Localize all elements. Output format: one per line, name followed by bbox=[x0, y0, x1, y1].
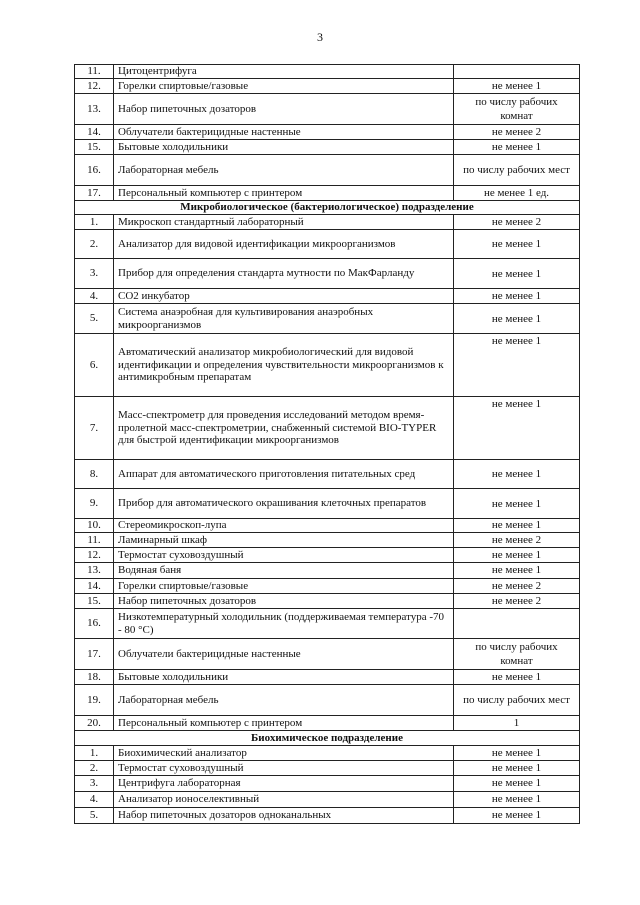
equipment-name: Термостат суховоздушный bbox=[114, 761, 454, 776]
equipment-quantity: не менее 1 bbox=[454, 548, 580, 563]
row-number: 4. bbox=[75, 289, 114, 304]
row-number: 12. bbox=[75, 79, 114, 94]
equipment-name: Биохимический анализатор bbox=[114, 746, 454, 761]
equipment-quantity: не менее 1 bbox=[454, 79, 580, 94]
row-number: 18. bbox=[75, 670, 114, 685]
row-number: 16. bbox=[75, 155, 114, 186]
table-row bbox=[75, 215, 580, 230]
row-number: 1. bbox=[75, 215, 114, 230]
equipment-name: Набор пипеточных дозаторов одноканальных bbox=[114, 808, 454, 824]
row-number: 16. bbox=[75, 609, 114, 639]
section-title: Биохимическое подразделение bbox=[75, 731, 580, 746]
equipment-quantity: по числу рабочих мест bbox=[454, 685, 580, 716]
table-row bbox=[75, 79, 580, 94]
equipment-quantity: не менее 1 bbox=[454, 792, 580, 808]
equipment-quantity bbox=[454, 609, 580, 639]
table-row bbox=[75, 460, 580, 489]
table-row bbox=[75, 563, 580, 579]
table-row bbox=[75, 140, 580, 155]
equipment-quantity bbox=[454, 65, 580, 79]
equipment-name: Бытовые холодильники bbox=[114, 670, 454, 685]
equipment-name: Прибор для автоматического окрашивания клеточных препаратов bbox=[114, 489, 454, 519]
row-number: 1. bbox=[75, 746, 114, 761]
equipment-quantity: не менее 1 bbox=[454, 776, 580, 792]
section-title: Микробиологическое (бактериологическое) подразделение bbox=[75, 201, 580, 215]
table-row bbox=[75, 685, 580, 716]
equipment-name: Ламинарный шкаф bbox=[114, 533, 454, 548]
table-row bbox=[75, 716, 580, 731]
table-row bbox=[75, 579, 580, 594]
table-row bbox=[75, 397, 580, 460]
table-row bbox=[75, 230, 580, 259]
section-header-row bbox=[75, 731, 580, 746]
equipment-name: Персональный компьютер с принтером bbox=[114, 186, 454, 201]
row-number: 15. bbox=[75, 594, 114, 609]
equipment-name: Облучатели бактерицидные настенные bbox=[114, 639, 454, 670]
table-row bbox=[75, 155, 580, 186]
equipment-quantity: по числу рабочих мест bbox=[454, 155, 580, 186]
equipment-name: Масс-спектрометр для проведения исследований методом время-пролетной масс-спектрометрии, снабженный системой BIO-TYPER для быстрой идентификации микроорганизмов bbox=[114, 397, 454, 460]
table-row bbox=[75, 761, 580, 776]
row-number: 5. bbox=[75, 808, 114, 824]
equipment-name: Аппарат для автоматического приготовления питательных сред bbox=[114, 460, 454, 489]
equipment-quantity: не менее 2 bbox=[454, 533, 580, 548]
row-number: 8. bbox=[75, 460, 114, 489]
section-header-row bbox=[75, 201, 580, 215]
table-row bbox=[75, 792, 580, 808]
equipment-quantity: не менее 1 bbox=[454, 563, 580, 579]
equipment-name: Анализатор ионоселективный bbox=[114, 792, 454, 808]
table-row bbox=[75, 125, 580, 140]
equipment-name: Облучатели бактерицидные настенные bbox=[114, 125, 454, 140]
table-row bbox=[75, 259, 580, 289]
equipment-name: Цитоцентрифуга bbox=[114, 65, 454, 79]
equipment-quantity: не менее 1 bbox=[454, 289, 580, 304]
table-row bbox=[75, 594, 580, 609]
table-row bbox=[75, 186, 580, 201]
equipment-name: Низкотемпературный холодильник (поддерживаемая температура -70 - 80 °С) bbox=[114, 609, 454, 639]
row-number: 19. bbox=[75, 685, 114, 716]
equipment-name: Горелки спиртовые/газовые bbox=[114, 579, 454, 594]
row-number: 17. bbox=[75, 639, 114, 670]
table-row bbox=[75, 746, 580, 761]
row-number: 14. bbox=[75, 125, 114, 140]
row-number: 10. bbox=[75, 519, 114, 533]
page-number: 3 bbox=[317, 30, 323, 44]
equipment-quantity: не менее 1 bbox=[454, 808, 580, 824]
equipment-table-body bbox=[75, 65, 580, 824]
table-row bbox=[75, 289, 580, 304]
equipment-quantity: не менее 1 bbox=[454, 460, 580, 489]
equipment-quantity: не менее 2 bbox=[454, 594, 580, 609]
row-number: 6. bbox=[75, 334, 114, 397]
equipment-name: Система анаэробная для культивирования анаэробных микроорганизмов bbox=[114, 304, 454, 334]
row-number: 14. bbox=[75, 579, 114, 594]
row-number: 15. bbox=[75, 140, 114, 155]
equipment-quantity: не менее 1 bbox=[454, 761, 580, 776]
table-row bbox=[75, 670, 580, 685]
table-row bbox=[75, 304, 580, 334]
equipment-quantity: не менее 1 bbox=[454, 519, 580, 533]
row-number: 20. bbox=[75, 716, 114, 731]
equipment-quantity: не менее 1 bbox=[454, 397, 580, 460]
equipment-quantity: не менее 1 bbox=[454, 746, 580, 761]
equipment-name: Стереомикроскоп-лупа bbox=[114, 519, 454, 533]
equipment-quantity: не менее 2 bbox=[454, 215, 580, 230]
equipment-name: Анализатор для видовой идентификации микроорганизмов bbox=[114, 230, 454, 259]
equipment-name: Микроскоп стандартный лабораторный bbox=[114, 215, 454, 230]
equipment-quantity: не менее 1 bbox=[454, 670, 580, 685]
row-number: 12. bbox=[75, 548, 114, 563]
equipment-name: Горелки спиртовые/газовые bbox=[114, 79, 454, 94]
row-number: 3. bbox=[75, 259, 114, 289]
equipment-quantity: не менее 1 bbox=[454, 259, 580, 289]
equipment-name: Бытовые холодильники bbox=[114, 140, 454, 155]
equipment-name: Лабораторная мебель bbox=[114, 155, 454, 186]
row-number: 2. bbox=[75, 230, 114, 259]
table-row bbox=[75, 776, 580, 792]
table-row bbox=[75, 65, 580, 79]
row-number: 2. bbox=[75, 761, 114, 776]
equipment-quantity: не менее 1 bbox=[454, 230, 580, 259]
row-number: 17. bbox=[75, 186, 114, 201]
table-row bbox=[75, 609, 580, 639]
table-row bbox=[75, 639, 580, 670]
row-number: 11. bbox=[75, 65, 114, 79]
table-row bbox=[75, 334, 580, 397]
equipment-quantity: не менее 1 bbox=[454, 304, 580, 334]
equipment-table bbox=[74, 64, 580, 824]
equipment-name: Водяная баня bbox=[114, 563, 454, 579]
table-row bbox=[75, 519, 580, 533]
equipment-name: Центрифуга лабораторная bbox=[114, 776, 454, 792]
equipment-name: Персональный компьютер с принтером bbox=[114, 716, 454, 731]
equipment-quantity: не менее 2 bbox=[454, 579, 580, 594]
equipment-quantity: по числу рабочих комнат bbox=[454, 639, 580, 670]
table-row bbox=[75, 94, 580, 125]
equipment-quantity: по числу рабочих комнат bbox=[454, 94, 580, 125]
equipment-quantity: не менее 1 ед. bbox=[454, 186, 580, 201]
table-row bbox=[75, 533, 580, 548]
row-number: 13. bbox=[75, 563, 114, 579]
row-number: 11. bbox=[75, 533, 114, 548]
equipment-quantity: 1 bbox=[454, 716, 580, 731]
equipment-name: CO2 инкубатор bbox=[114, 289, 454, 304]
equipment-quantity: не менее 2 bbox=[454, 125, 580, 140]
row-number: 7. bbox=[75, 397, 114, 460]
table-row bbox=[75, 808, 580, 824]
row-number: 9. bbox=[75, 489, 114, 519]
table-row bbox=[75, 489, 580, 519]
equipment-name: Набор пипеточных дозаторов bbox=[114, 94, 454, 125]
row-number: 3. bbox=[75, 776, 114, 792]
row-number: 13. bbox=[75, 94, 114, 125]
equipment-quantity: не менее 1 bbox=[454, 489, 580, 519]
equipment-name: Набор пипеточных дозаторов bbox=[114, 594, 454, 609]
table-row bbox=[75, 548, 580, 563]
equipment-quantity: не менее 1 bbox=[454, 334, 580, 397]
equipment-name: Автоматический анализатор микробиологический для видовой идентификации и определения чувствительности микроорганизмов к антимикробным препаратам bbox=[114, 334, 454, 397]
row-number: 4. bbox=[75, 792, 114, 808]
equipment-quantity: не менее 1 bbox=[454, 140, 580, 155]
equipment-name: Лабораторная мебель bbox=[114, 685, 454, 716]
equipment-name: Прибор для определения стандарта мутности по МакФарланду bbox=[114, 259, 454, 289]
row-number: 5. bbox=[75, 304, 114, 334]
equipment-name: Термостат суховоздушный bbox=[114, 548, 454, 563]
